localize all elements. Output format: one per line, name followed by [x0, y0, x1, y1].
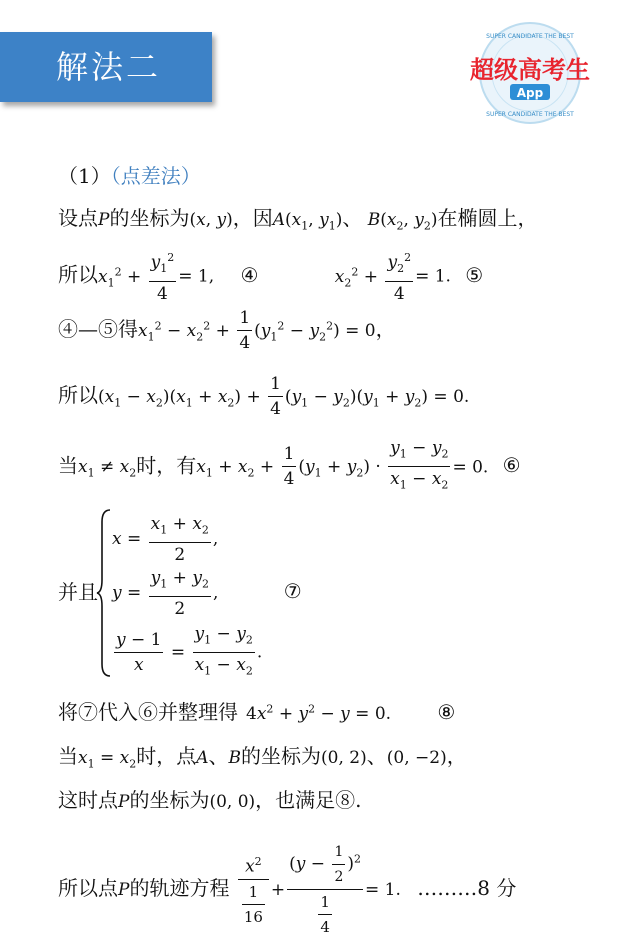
solution-line-5: 当$x_1 \ne x_2$时，有$x_1 + x_2$ + $\frac{1}{4}$ $(y_1 + y_2)$ · $\frac{y_1 - y_2}{x_1 - x_2}$ = 0. ⑥: [58, 438, 521, 492]
solution-line-6-label: 并且: [58, 580, 98, 604]
solution-line-2: 所以$x_1^2$ + $\frac{y_1^2}{4}$ = 1, ④ $x_2^2$ + $\frac{y_2^2}{4}$ = 1. ⑤: [58, 246, 630, 306]
part-label: （1）: [58, 164, 111, 188]
solution-line-8: 当$x_1 = x_2$时，点A、B的坐标为(0, 2)、(0, −2)，: [58, 744, 467, 771]
solution-line-4: 所以$(x_1 - x_2)(x_1 + x_2)$ + $\frac{1}{4}$ $(y_1 - y_2)(y_1 + y_2) = 0$.: [58, 374, 470, 419]
logo-name: 超级高考生: [470, 56, 590, 84]
method-label: （点差法）: [110, 164, 201, 188]
section-banner: [0, 32, 212, 102]
solution-line-3: ④—⑤得$x_1^2 - x_2^2$ + $\frac{1}{4}$ $(y_1^2 - y_2^2) = 0$，: [58, 308, 396, 353]
section-title: 解法二: [56, 48, 162, 86]
system-eq-1: x = $\frac{x_1 + x_2}{2}$ ,: [112, 514, 219, 566]
solution-line-9: 这时点P的坐标为(0, 0)，也满足⑧.: [58, 788, 362, 812]
solution-line-10: 所以点P的轨迹方程 $\frac{x^2}{\frac{1}{16}}$ + (y − $\frac{1}{2}$ )$^2$ $\frac{1}{4}$ = 1. ………8 分: [58, 840, 630, 939]
part-heading: [58, 160, 630, 189]
logo-app-label: App: [516, 86, 544, 100]
logo-ring-top: SUPER CANDIDATE THE BEST: [486, 33, 574, 40]
system-brace: [96, 508, 112, 678]
solution-line-1: 设点P的坐标为(x, y)，因$A(x_1$, $y_1$)、 $B(x_2$, $y_2$)在椭圆上，: [58, 206, 538, 233]
system-eq-2: y = $\frac{y_1 + y_2}{2}$ , ⑦: [112, 568, 302, 620]
system-eq-3: $\frac{y - 1}{x}$ = $\frac{y_1 - y_2}{x_1 - x_2}$ .: [116, 624, 263, 678]
logo-ring-bottom: SUPER CANDIDATE THE BEST: [486, 111, 574, 118]
solution-line-7: 将⑦代入⑥并整理得 $4x^2 + y^2 - y = 0$. ⑧: [58, 700, 456, 724]
app-logo: [462, 18, 598, 128]
